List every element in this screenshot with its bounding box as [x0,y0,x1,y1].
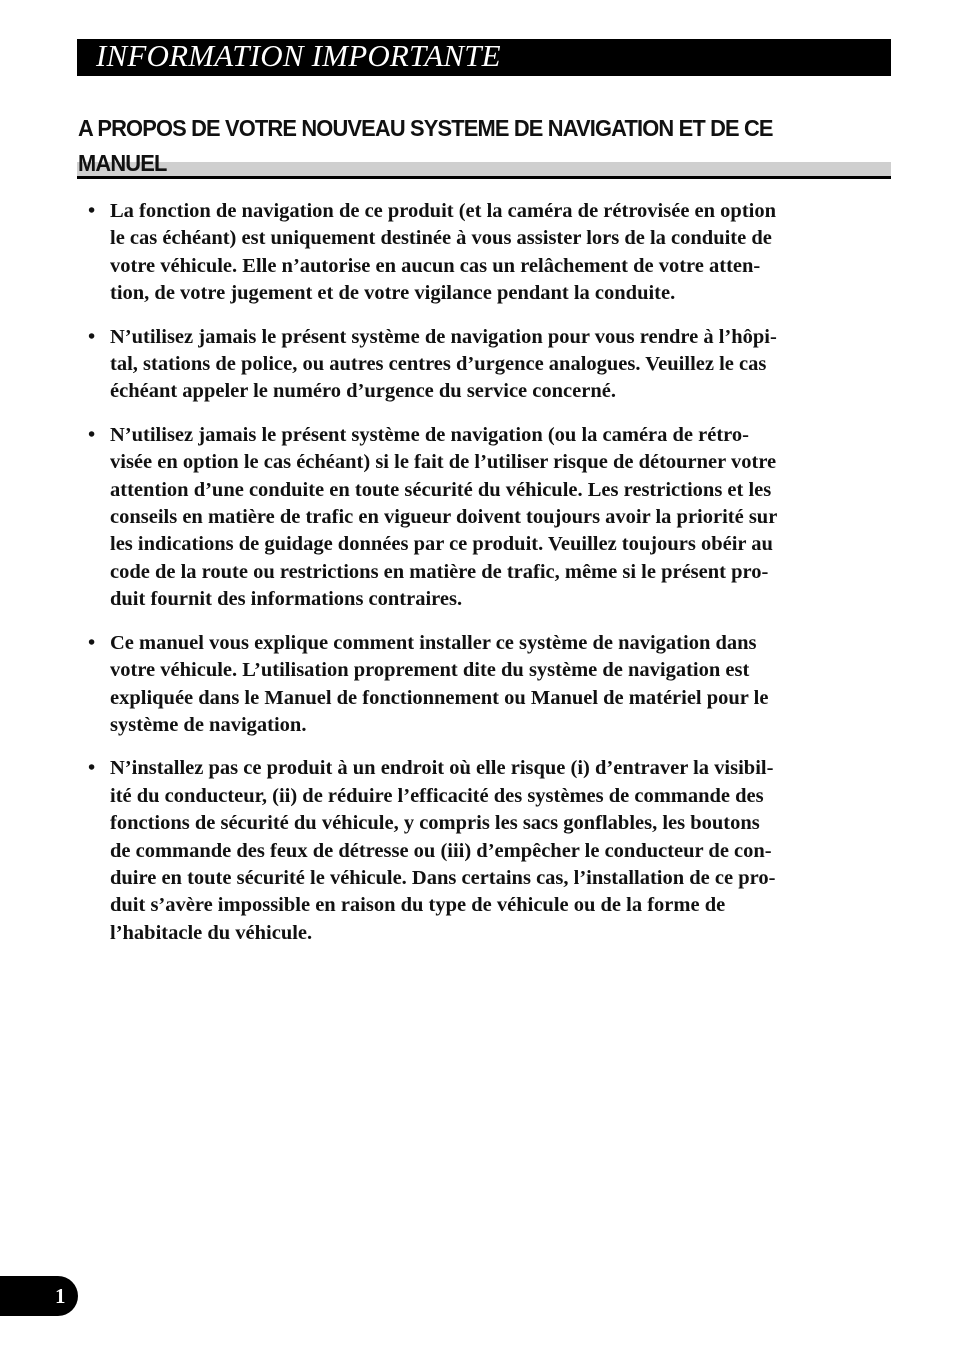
page-number: 1 [55,1284,66,1308]
bullet-line: conseils en matière de trafic en vigueur doivent toujours avoir la priorité sur [110,506,778,529]
bullet-line: Ce manuel vous explique comment installer ce système de navigation dans [110,631,757,654]
bullet-line: visée en option le cas échéant) si le fait de l’utiliser risque de détourner votre [110,451,777,474]
bullet-icon: • [88,200,96,222]
bullet-item [88,630,858,740]
bullet-icon: • [88,423,96,446]
page-number-tab [0,1276,78,1316]
bullet-icon: • [88,757,96,780]
bullet-item [88,755,858,947]
bullet-item [88,198,858,308]
bullet-line: ité du conducteur, (ii) de réduire l’efficacité des systèmes de commande des [110,784,764,807]
bullet-line: le cas échéant) est uniquement destinée à vous assister lors de la conduite de [110,227,772,250]
bullet-line: tal, stations de police, ou autres centres d’urgence analogues. Veuillez le cas [110,353,767,376]
bullet-line: échéant appeler le numéro d’urgence du service concerné. [110,380,616,403]
bullet-line: N’installez pas ce produit à un endroit où elle risque (i) d’entraver la visibil- [110,757,774,780]
bullet-line: votre véhicule. Elle n’autorise en aucun cas un relâchement de votre atten- [110,254,761,277]
bullet-list [88,198,858,963]
bullet-line: votre véhicule. L’utilisation proprement dite du système de navigation est [110,659,750,682]
bullet-line: fonctions de sécurité du véhicule, y compris les sacs gonflables, les boutons [110,812,760,835]
bullet-line: N’utilisez jamais le présent système de navigation pour vous rendre à l’hôpi- [110,325,777,348]
bullet-item [88,324,858,406]
bullet-item [88,422,858,614]
chapter-title: INFORMATION IMPORTANTE [96,38,501,73]
section-title-line: MANUEL [78,150,167,176]
bullet-line: tion, de votre jugement et de votre vigilance pendant la conduite. [110,282,676,305]
bullet-line: La fonction de navigation de ce produit (et la caméra de rétrovisée en option [110,200,776,222]
bullet-line: duit fournit des informations contraires. [110,588,463,611]
bullet-line: attention d’une conduite en toute sécurité du véhicule. Les restrictions et les [110,478,772,501]
bullet-line: N’utilisez jamais le présent système de navigation (ou la caméra de rétro- [110,423,749,446]
bullet-line: l’habitacle du véhicule. [110,921,313,944]
bullet-icon: • [88,325,96,348]
bullet-line: duit s’avère impossible en raison du type de véhicule ou de la forme de [110,894,726,917]
chapter-banner [77,39,891,76]
bullet-line: code de la route ou restrictions en matière de trafic, même si le présent pro- [110,560,769,583]
bullet-line: expliquée dans le Manuel de fonctionnement ou Manuel de matériel pour le [110,686,769,709]
bullet-line: de commande des feux de détresse ou (iii) d’empêcher le conducteur de con- [110,839,772,862]
section-title-line: A PROPOS DE VOTRE NOUVEAU SYSTEME DE NAVIGATION ET DE CE [78,115,773,141]
bullet-line: les indications de guidage données par ce produit. Veuillez toujours obéir au [110,533,773,556]
bullet-icon: • [88,631,96,654]
bullet-line: duire en toute sécurité le véhicule. Dans certains cas, l’installation de ce pro- [110,866,776,889]
bullet-line: système de navigation. [110,713,307,736]
section-title [78,111,803,181]
section-heading [77,108,891,180]
